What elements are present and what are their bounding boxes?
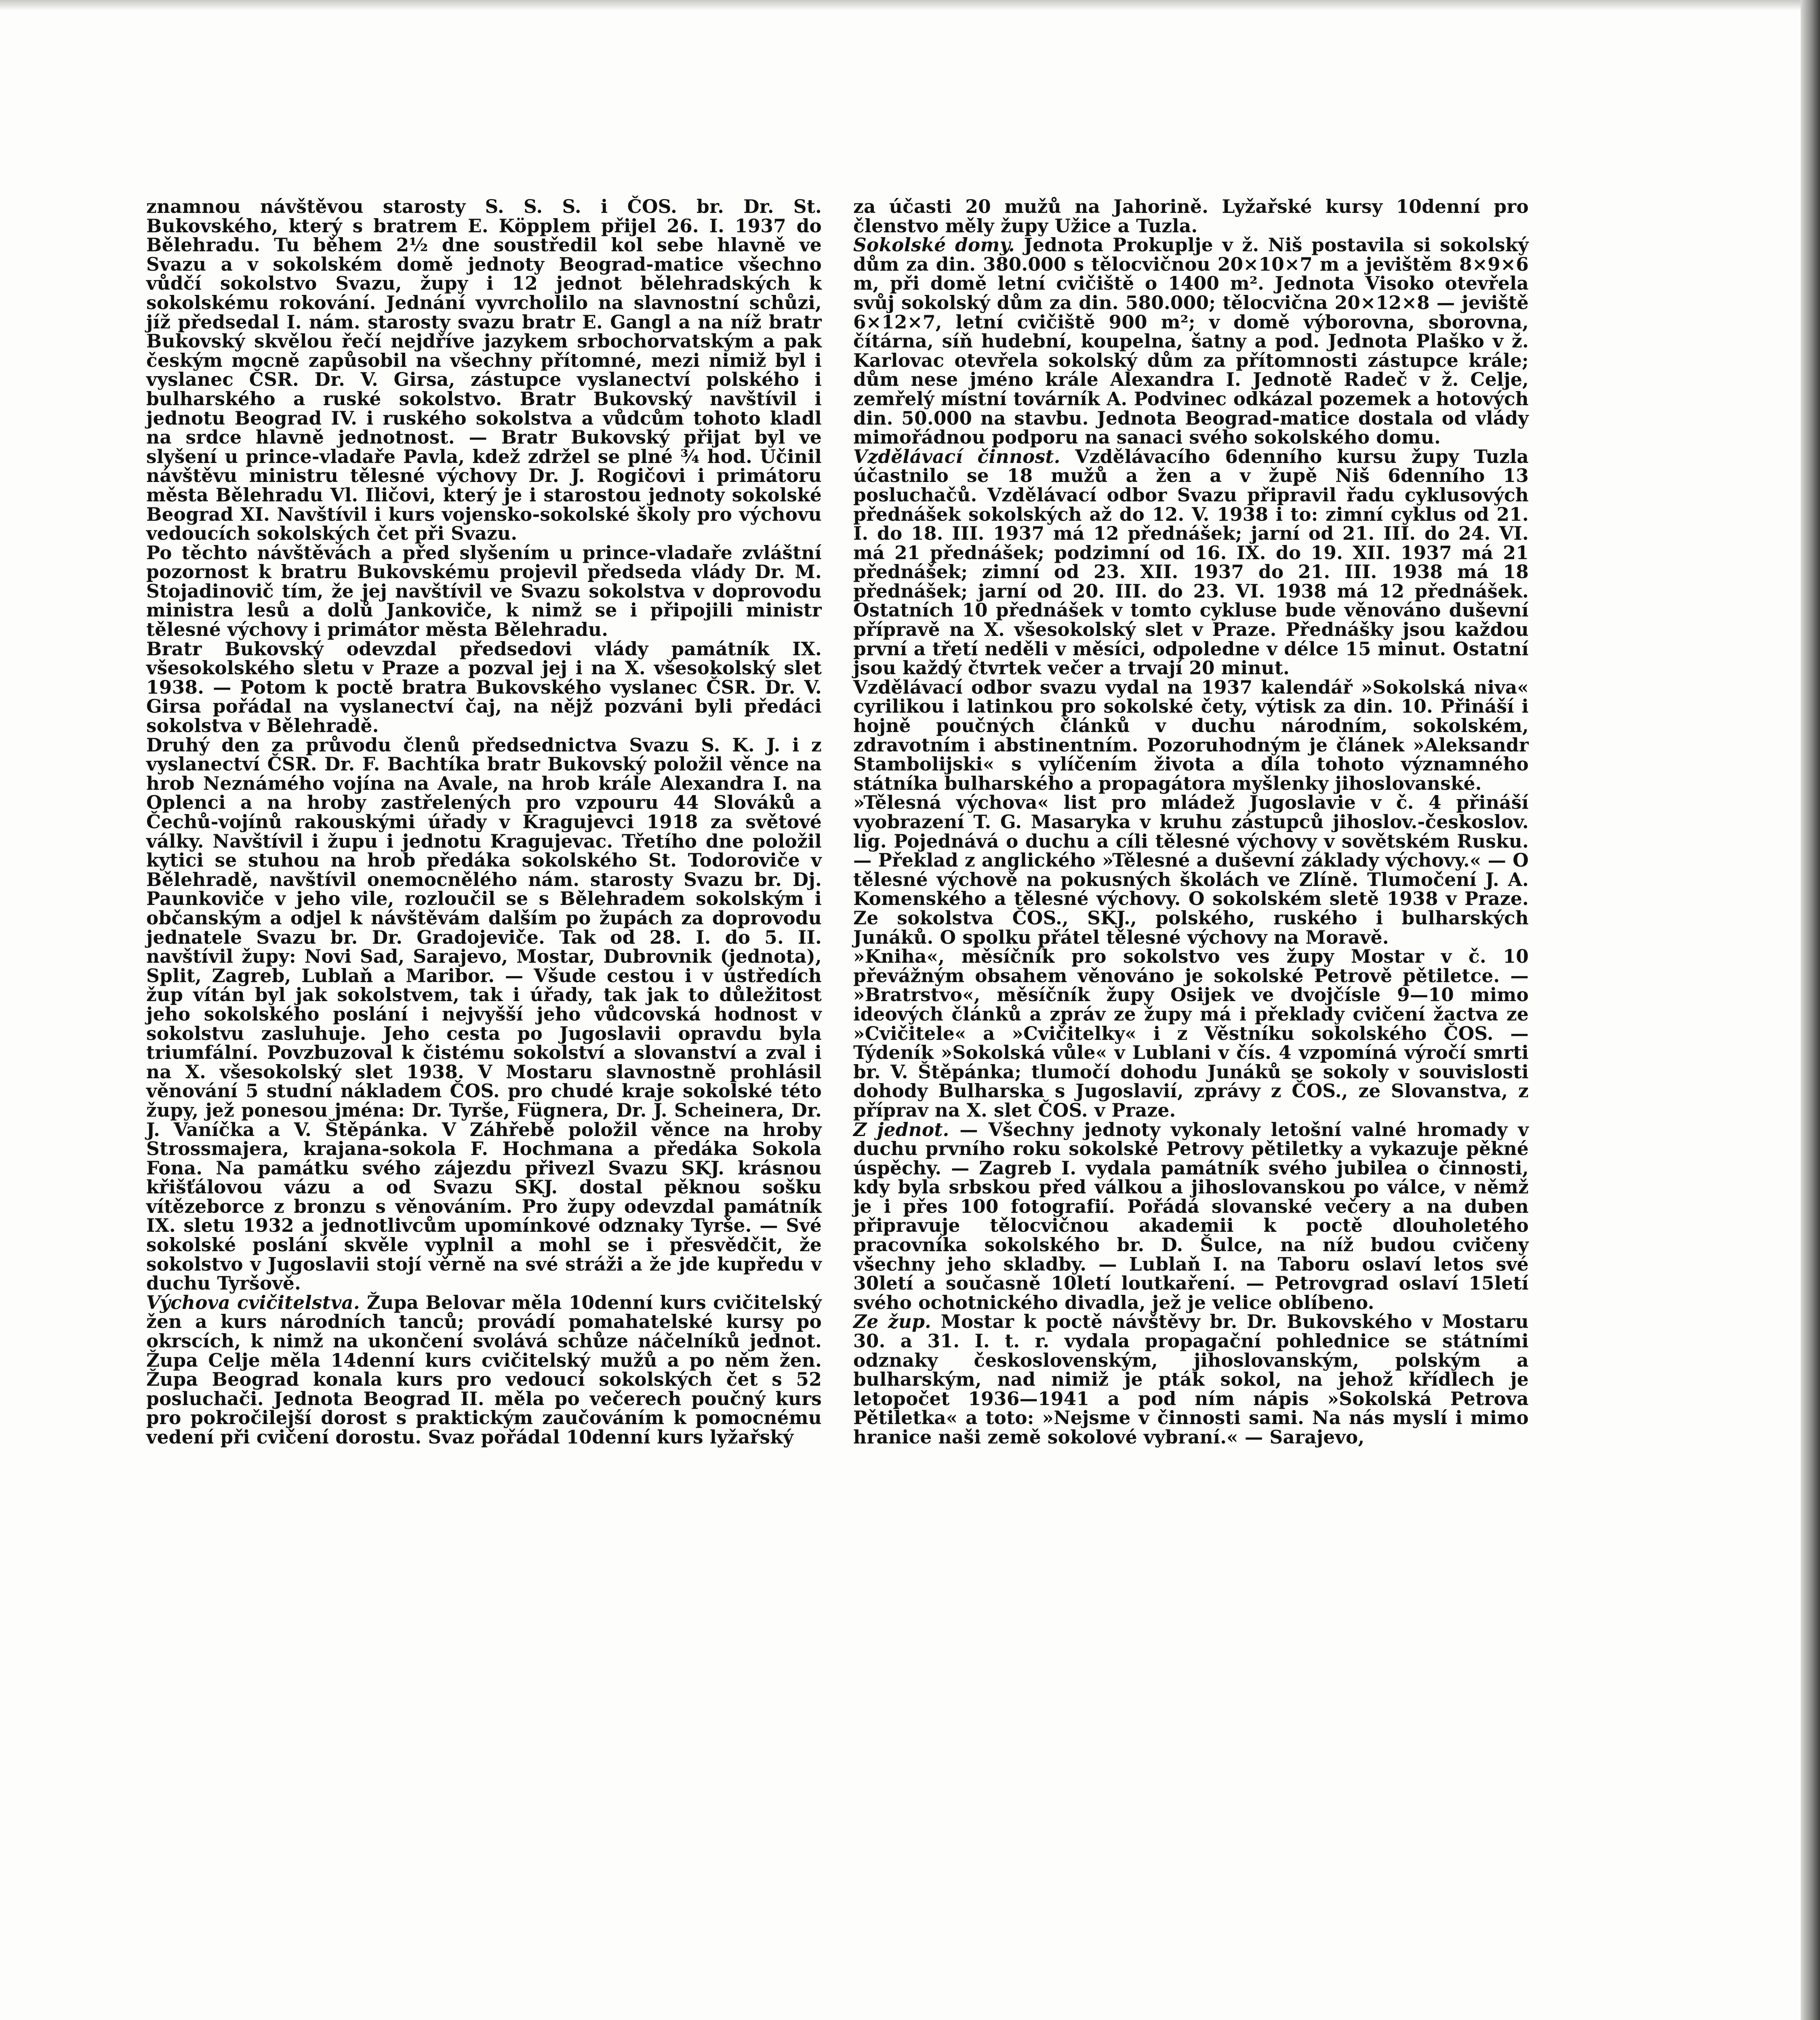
paragraph <box>853 236 1529 447</box>
paragraph <box>853 447 1529 678</box>
paragraph-text: znamnou návštěvou starosty S. S. S. i ČOS. br. Dr. St. Bukovského, který s bratrem E. Köpplem přijel 26. I. 1937 do Bělehradu. Tu během 2½ dne soustředil kol sebe hlavně ve Svazu a v sokolském domě jednoty Beograd-matice všechno vůdčí sokolstvo Svazu, župy i 12 jednot bělehradských k sokolskému rokování. Jednání vyvrcholilo na slavnostní schůzi, jíž předsedal I. nám. starosty svazu bratr E. Gangl a na níž bratr Bukovský skvělou řečí nejdříve jazykem srbochorvatským a pak českým mocně zapůsobil na všechny přítomné, mezi nimiž byl i vyslanec ČSR. Dr. V. Girsa, zástupce vyslanectví polského i bulharského a ruské sokolstvo. Bratr Bukovský navštívil i jednotu Beograd IV. i ruského sokolstva a vůdcům tohoto kladl na srdce hlavně jednotnost. — Bratr Bukovský přijat byl ve slyšení u prince-vladaře Pavla, kdež zdržel se plné ¾ hod. Učinil návštěvu ministru tělesné výchovy Dr. J. Rogičovi i primátoru města Bělehradu Vl. Iličovi, který je i starostou jednoty sokolské Beograd XI. Navštívil i kurs vojensko-sokolské školy pro výchovu vedoucích sokolských čet při Svazu. <box>146 196 822 545</box>
paragraph-text: »Kniha«, měsíčník pro sokolstvo ves župy Mostar v č. 10 převážným obsahem věnováno je sokolské Petrově pětiletce. — »Bratrstvo«, měsíčník župy Osijek ve dvojčísle 9—10 mimo ideových článků a zpráv ze župy má i překlady cvičení žactva ze »Cvičitele« a »Cvičitelky« i z Věstníku sokolského ČOS. — Týdeník »Sokolská vůle« v Lublani v čís. 4 vzpomíná výročí smrti br. V. Štěpánka; tlumočí dohodu Junáků se sokoly v souvislosti dohody Bulharska s Jugoslavií, zprávy z ČOS., ze Slovanstva, z příprav na X. slet ČOS. v Praze. <box>853 945 1529 1121</box>
paragraph-text: Vzdělávací odbor svazu vydal na 1937 kalendář »Sokolská niva« cyrilikou i latinkou pro sokolské čety, výtisk za din. 10. Přináší i hojně poučných článků v duchu národním, sokolském, zdravotním i abstinentním. Pozoruhodným je článek »Aleksandr Stambolijski« s vylíčením života a díla tohoto významného státníka bulharského a propagátora myšlenky jihoslovanské. <box>853 676 1529 794</box>
paragraph-text: Po těchto návštěvách a před slyšením u prince-vladaře zvláštní pozornost k bratru Bukovskému projevil předseda vlády Dr. M. Stojadinovič tím, že jej navštívil ve Svazu sokolstva v doprovodu ministra lesů a dolů Jankoviče, k nimž se i připojili ministr tělesné výchovy i primátor města Bělehradu. <box>146 541 822 641</box>
left-column <box>146 197 822 1447</box>
paragraph <box>853 1120 1529 1313</box>
paragraph-text: Vzdělávacího 6denního kursu župy Tuzla účastnilo se 18 mužů a žen a v župě Niš 6denního 13 posluchačů. Vzdělávací odbor Svazu připravil řadu cyklusových přednášek sokolských až do 12. V. 1938 i to: zimní cyklus od 21. I. do 18. III. 1937 má 12 přednášek; jarní od 21. III. do 24. VI. má 21 přednášek; podzimní od 16. IX. do 19. XII. 1937 má 21 přednášek; zimní od 23. XII. 1937 do 21. III. 1938 má 18 přednášek; jarní od 20. III. do 23. VI. 1938 má 12 přednášek. Ostatních 10 přednášek v tomto cykluse bude věnováno duševní přípravě na X. všesokolský slet v Praze. Přednášky jsou každou první a třetí neděli v měsíci, odpoledne v délce 15 minut. Ostatní jsou každý čtvrtek večer a trvají 20 minut. <box>853 445 1529 679</box>
paragraph <box>146 640 822 736</box>
paragraph <box>853 947 1529 1120</box>
paragraph-text: Jednota Prokuplje v ž. Niš postavila si sokolský dům za din. 380.000 s tělocvičnou 20×10×7 m a jevištěm 8×9×6 m, při domě letní cvičiště o 1400 m². Jednota Visoko otevřela svůj sokolský dům za din. 580.000; tělocvična 20×12×8 — jeviště 6×12×7, letní cvičiště 900 m²; v domě výborovna, sborovna, čítárna, síň hudební, koupelna, šatny a pod. Jednota Plaško v ž. Karlovac otevřela sokolský dům za přítomnosti zástupce krále; dům nese jméno krále Alexandra I. Jednotě Radeč v ž. Celje, zemřelý místní továrník A. Podvinec odkázal pozemek a hotových din. 50.000 na stavbu. Jednota Beograd-matice dostala od vlády mimořádnou podporu na sanaci svého sokolského domu. <box>853 234 1529 448</box>
paragraph-text: za účasti 20 mužů na Jahorině. Lyžařské kursy 10denní pro členstvo měly župy Užice a Tuzla. <box>853 196 1529 237</box>
right-column <box>853 197 1529 1447</box>
section-lead: Sokolské domy. <box>853 234 1015 256</box>
paragraph-text: — Všechny jednoty vykonaly letošní valné hromady v duchu prvního roku sokolské Petrovy pětiletky a vykazuje pěkné úspěchy. — Zagreb I. vydala památník svého jubilea o činnosti, kdy byla srbskou před válkou a jihoslovanskou po válce, v němž je i přes 100 fotografií. Pořádá slovanské večery a na duben připravuje tělocvičnou akademii k poctě dlouholetého pracovníka sokolského br. D. Šulce, na níž budou cvičeny všechny jeho skladby. — Lublaň I. na Taboru oslaví letos své 30letí a současně 10letí loutkaření. — Petrovgrad oslaví 15letí svého ochotnického divadla, jež je velice oblíbeno. <box>853 1118 1529 1313</box>
scan-right-edge <box>1801 0 1820 2020</box>
paragraph <box>146 1293 822 1447</box>
paragraph <box>853 197 1529 236</box>
paragraph <box>146 736 822 1293</box>
paragraph <box>146 543 822 640</box>
paragraph-text: Župa Belovar měla 10denní kurs cvičitelský žen a kurs národních tanců; provádí pomahatelské kursy po okrscích, k nimž na ukončení svolává schůze náčelníků jednot. Župa Celje měla 14denní kurs cvičitelský mužů a po něm žen. Župa Beograd konala kurs pro vedoucí sokolských čet s 52 posluchači. Jednota Beograd II. měla po večerech poučný kurs pro pokročilejší dorost s praktickým zaučováním k pomocnému vedení při cvičení dorostu. Svaz pořádal 10denní kurs lyžařský <box>146 1291 822 1448</box>
section-lead: Výchova cvičitelstva. <box>146 1291 360 1313</box>
paragraph-text: »Tělesná výchova« list pro mládež Jugoslavie v č. 4 přináší vyobrazení T. G. Masaryka v kruhu zástupců jihoslov.-českoslov. lig. Pojednává o duchu a cíli tělesné výchovy v sovětském Rusku. — Překlad z anglického »Tělesné a duševní základy výchovy.« — O tělesné výchově na pokusných školách ve Zlíně. Tlumočení J. A. Komenského a tělesné výchovy. O sokolském sletě 1938 v Praze. Ze sokolstva ČOS., SKJ., polského, ruského i bulharských Junáků. O spolku přátel tělesné výchovy na Moravě. <box>853 791 1529 948</box>
section-lead: Vzdělávací činnost. <box>853 445 1060 467</box>
paragraph <box>853 678 1529 793</box>
paragraph-text: Bratr Bukovský odevzdal předsedovi vlády památník IX. všesokolského sletu v Praze a pozval jej i na X. všesokolský slet 1938. — Potom k poctě bratra Bukovského vyslanec ČSR. Dr. V. Girsa pořádal na vyslanectví čaj, na nějž pozváni byli předáci sokolstva v Bělehradě. <box>146 638 822 737</box>
paragraph <box>146 197 822 543</box>
section-lead: Ze žup. <box>853 1311 932 1333</box>
paragraph-text: Druhý den za průvodu členů předsednictva Svazu S. K. J. i z vyslanectví ČSR. Dr. F. Bachtíka bratr Bukovský položil věnce na hrob Neznámého vojína na Avale, na hrob krále Alexandra I. na Oplenci a na hroby zastřelených pro vzpouru 44 Slováků a Čechů-vojínů rakouskými úřady v Kragujevci 1918 za světové války. Navštívil i župu i jednotu Kragujevac. Třetího dne položil kytici se stuhou na hrob předáka sokolského St. Todoroviče v Bělehradě, navštívil onemocnělého nám. starosty Svazu br. Dj. Paunkoviče v jeho vile, rozloučil se s Bělehradem sokolským i občanským a odjel k návštěvám dalším po župách za doprovodu jednatele Svazu br. Dr. Gradojeviče. Tak od 28. I. do 5. II. navštívil župy: Novi Sad, Sarajevo, Mostar, Dubrovnik (jednota), Split, Zagreb, Lublaň a Maribor. — Všude cestou i v ústředích žup vítán byl jak sokolstvem, tak i úřady, tak jak to důležitost jeho sokolského poslání i nejvyšší jeho vůdcovská hodnost v sokolstvu zasluhuje. Jeho cesta po Jugoslavii opravdu byla triumfální. Povzbuzoval k čistému sokolství a slovanství a zval i na X. všesokolský slet 1938. V Mostaru slavnostně prohlásil věnování 5 studní nákladem ČOS. pro chudé kraje sokolské této župy, jež ponesou jména: Dr. Tyrše, Fügnera, Dr. J. Scheinera, Dr. J. Vaníčka a V. Štěpánka. V Záhřebě položil věnce na hroby Strossmajera, krajana-sokola F. Hochmana a předáka Sokola Fona. Na památku svého zájezdu přivezl Svazu SKJ. krásnou křišťálovou vázu a od Svazu SKJ. dostal pěknou sošku vítězeborce z bronzu s věnováním. Pro župy odevzdal památník IX. sletu 1932 a jednotlivcům upomínkové odznaky Tyrše. — Své sokolské poslání skvěle vyplnil a mohl se i přesvědčit, že sokolstvo v Jugoslavii stojí věrně na své stráži a že jde kupředu v duchu Tyršově. <box>146 734 822 1294</box>
paragraph <box>853 793 1529 947</box>
paragraph <box>853 1312 1529 1447</box>
section-lead: Z jednot. <box>853 1118 949 1140</box>
scan-top-shadow <box>0 0 1820 11</box>
paragraph-text: Mostar k poctě návštěvy br. Dr. Bukovského v Mostaru 30. a 31. I. t. r. vydala propagační pohlednice se státními odznaky československým, jihoslovanským, polským a bulharským, nad nimiž je pták sokol, na jehož křídlech je letopočet 1936—1941 a pod ním nápis »Sokolská Petrova Pětiletka« a toto: »Nejsme v činnosti sami. Na nás myslí i mimo hranice naši země sokolové vybraní.« — Sarajevo, <box>853 1311 1529 1448</box>
